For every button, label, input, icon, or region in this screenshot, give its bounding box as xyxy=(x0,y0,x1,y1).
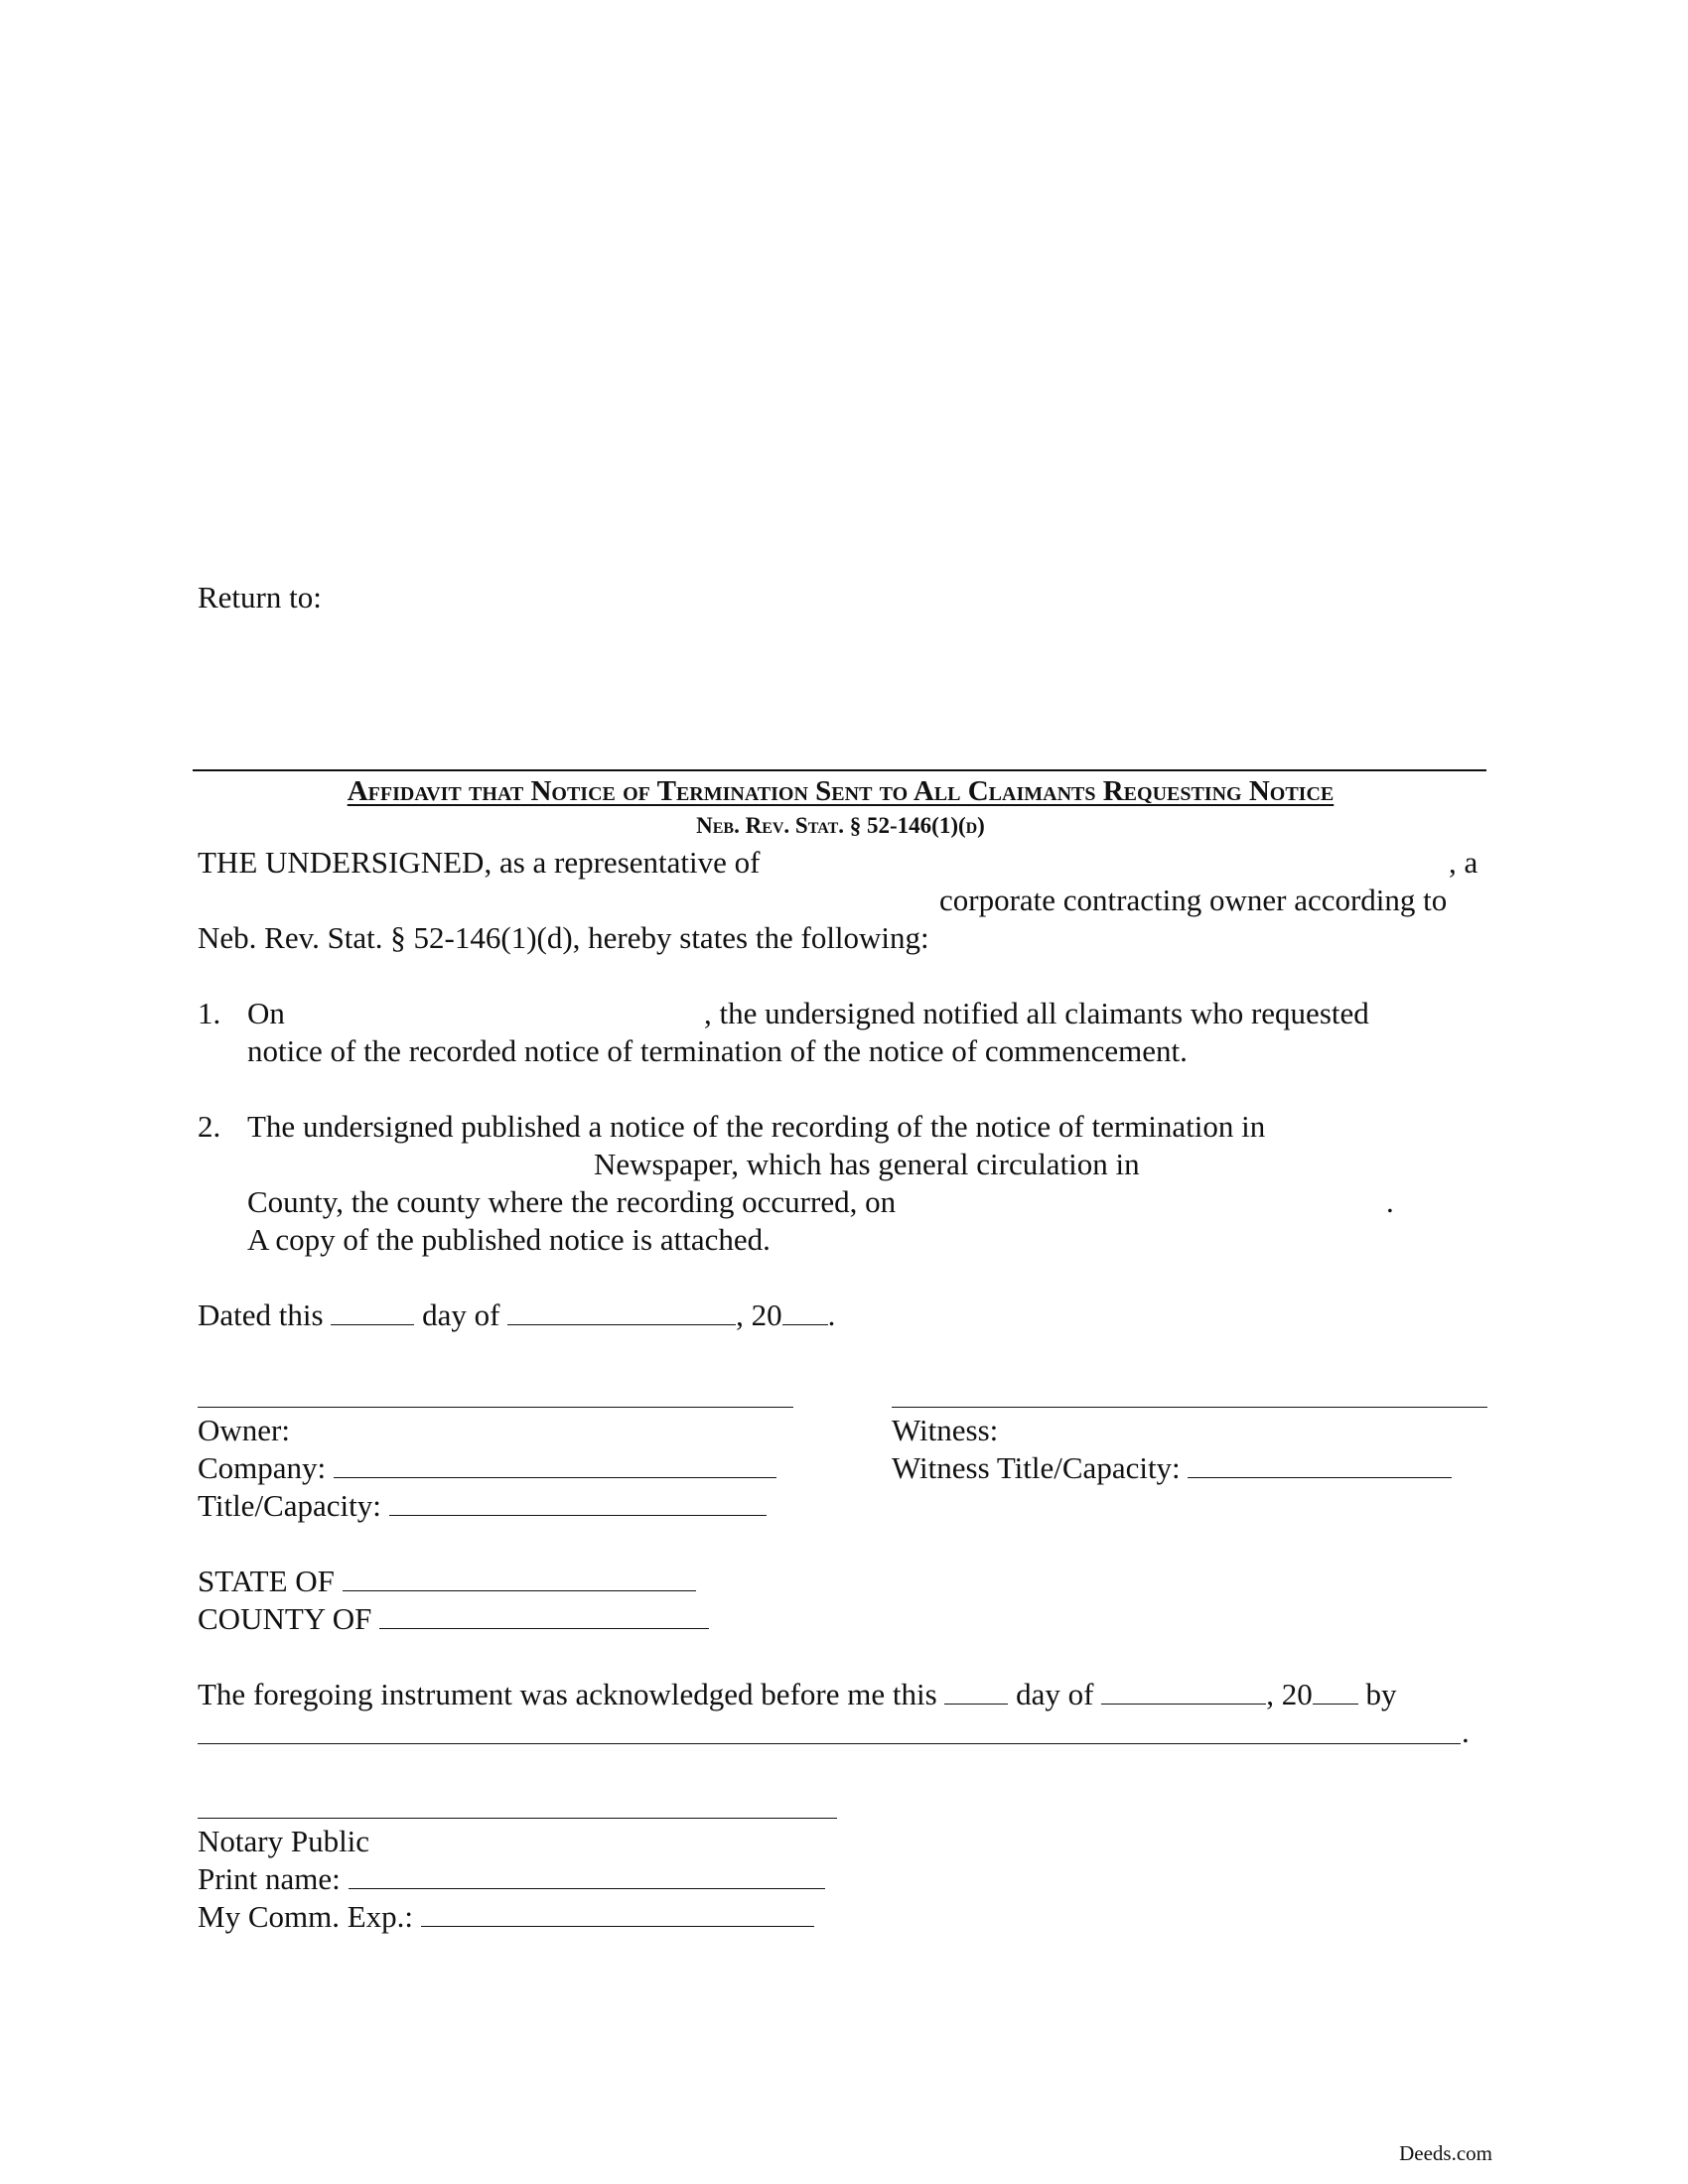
county-blank[interactable] xyxy=(379,1602,709,1629)
dated-end: . xyxy=(827,1297,836,1332)
state-of-line xyxy=(198,1563,696,1600)
ack-year-blank[interactable] xyxy=(1313,1678,1358,1705)
item-2-line-2: Newspaper, which has general circulation in xyxy=(594,1147,1140,1181)
dated-line xyxy=(198,1297,835,1334)
item-1-line-2: notice of the recorded notice of termination of the notice of commencement. xyxy=(247,1033,1188,1068)
dated-day-of: day of xyxy=(422,1297,500,1332)
item-2-line-3-end: . xyxy=(1386,1184,1394,1219)
dated-year-prefix: , 20 xyxy=(736,1297,782,1332)
state-blank[interactable] xyxy=(343,1565,696,1591)
company-label: Company: xyxy=(198,1450,327,1485)
state-of-label: STATE OF xyxy=(198,1564,335,1598)
acknowledgment-text: The foregoing instrument was acknowledged before me this xyxy=(198,1677,937,1711)
county-of-label: COUNTY OF xyxy=(198,1601,372,1636)
witness-title-label: Witness Title/Capacity: xyxy=(892,1450,1181,1485)
witness-title-line xyxy=(892,1449,1452,1487)
intro-line-3: Neb. Rev. Stat. § 52-146(1)(d), hereby states the following: xyxy=(198,920,929,955)
comm-exp-label: My Comm. Exp.: xyxy=(198,1899,414,1934)
ack-year-prefix: , 20 xyxy=(1266,1677,1313,1711)
item-1-line-1: , the undersigned notified all claimants who requested xyxy=(704,996,1369,1030)
statute-citation: Neb. Rev. Stat. § 52-146(1)(d) xyxy=(696,813,985,838)
dated-prefix: Dated this xyxy=(198,1297,324,1332)
title-capacity-label: Title/Capacity: xyxy=(198,1488,381,1523)
ack-end: . xyxy=(1462,1714,1470,1749)
return-to-label: Return to: xyxy=(198,580,322,614)
notary-signature-line[interactable] xyxy=(198,1818,837,1819)
print-name-label: Print name: xyxy=(198,1861,341,1896)
item-2-line-1: The undersigned published a notice of the recording of the notice of termination in xyxy=(247,1109,1266,1144)
county-of-line xyxy=(198,1600,709,1638)
dated-month-blank[interactable] xyxy=(507,1298,736,1325)
title-capacity-line xyxy=(198,1487,767,1525)
item-1-number: 1. xyxy=(198,996,221,1030)
notary-public-label: Notary Public xyxy=(198,1824,370,1858)
item-2-line-4: A copy of the published notice is attached. xyxy=(247,1222,771,1257)
ack-day-blank[interactable] xyxy=(944,1678,1008,1705)
acknowledgment-line xyxy=(198,1676,1396,1713)
comm-exp-blank[interactable] xyxy=(421,1900,814,1927)
print-name-line xyxy=(198,1860,825,1898)
title-capacity-blank[interactable] xyxy=(389,1489,767,1516)
owner-label: Owner: xyxy=(198,1413,290,1447)
ack-month-blank[interactable] xyxy=(1101,1678,1266,1705)
footer-brand: Deeds.com xyxy=(1399,2141,1492,2165)
header-rule xyxy=(193,769,1486,771)
print-name-blank[interactable] xyxy=(349,1862,825,1889)
company-line xyxy=(198,1449,776,1487)
dated-day-blank[interactable] xyxy=(331,1298,414,1325)
dated-year-blank[interactable] xyxy=(782,1298,828,1325)
ack-by: by xyxy=(1365,1677,1397,1711)
item-1-on: On xyxy=(247,996,285,1030)
document-title: Affidavit that Notice of Termination Sent to All Claimants Requesting Notice xyxy=(347,775,1335,807)
witness-signature-line[interactable] xyxy=(892,1407,1487,1408)
witness-label: Witness: xyxy=(892,1413,999,1447)
intro-line-1: THE UNDERSIGNED, as a representative of xyxy=(198,845,761,880)
item-2-line-3: County, the county where the recording occurred, on xyxy=(247,1184,897,1219)
ack-day-of: day of xyxy=(1016,1677,1094,1711)
ack-name-line[interactable] xyxy=(198,1743,1461,1744)
witness-title-blank[interactable] xyxy=(1188,1451,1452,1478)
company-blank[interactable] xyxy=(334,1451,776,1478)
intro-line-2: corporate contracting owner according to xyxy=(939,883,1448,917)
intro-line-1-end: , a xyxy=(1449,845,1478,880)
item-2-number: 2. xyxy=(198,1109,221,1144)
owner-signature-line[interactable] xyxy=(198,1407,793,1408)
comm-exp-line xyxy=(198,1898,814,1936)
